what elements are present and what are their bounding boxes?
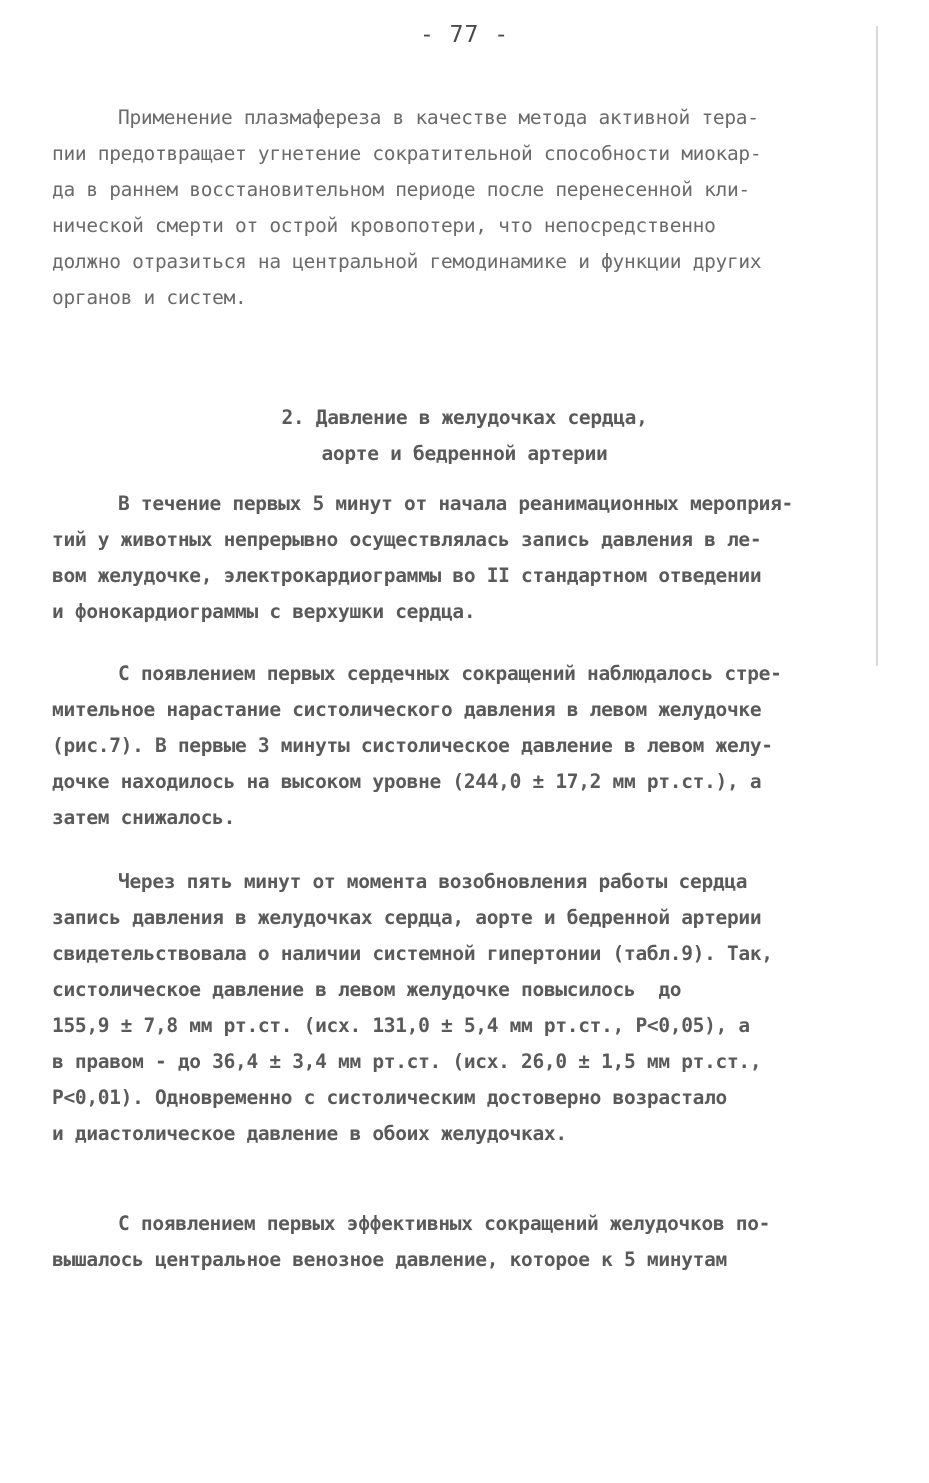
text-line: да в раннем восстановительном периоде после перенесенной кли- [52,178,750,201]
paragraph-plasmapheresis [52,100,864,316]
text-line: в правом - до 36,4 ± 3,4 мм рт.ст. (исх. 26,0 ± 1,5 мм рт.ст., [52,1050,762,1073]
text-line: затем снижалось. [52,806,236,829]
text-line: вом желудочке, электрокардиограммы во II стандартном отведении [52,564,762,587]
text-line: мительное нарастание систолического давления в левом желудочке [52,698,762,721]
paragraph-systolic-rise [52,656,864,836]
text-line: дочке находилось на высоком уровне (244,0 ± 17,2 мм рт.ст.), а [52,770,762,793]
text-line: Через пять минут от момента возобновления работы сердца [118,870,748,893]
text-line: Применение плазмафереза в качестве метода активной тера- [118,106,759,129]
page-edge-line [876,26,878,666]
text-line: вышалось центральное венозное давление, которое к 5 минутам [52,1248,727,1271]
page-number: - 77 - [419,22,510,48]
text-line: P<0,01). Одновременно с систолическим достоверно возрастало [52,1086,727,1109]
text-line: В течение первых 5 минут от начала реанимационных мероприя- [118,492,793,515]
text-line: С появлением первых сердечных сокращений наблюдалось стре- [118,662,782,685]
text-line: систолическое давление в левом желудочке повысилось до [52,978,682,1001]
heading-line: аорте и бедренной артерии [321,442,608,465]
text-line: нической смерти от острой кровопотери, что непосредственно [52,214,716,237]
text-line: С появлением первых эффективных сокращений желудочков по- [118,1212,771,1235]
text-line: запись давления в желудочках сердца, аорте и бедренной артерии [52,906,762,929]
text-line: 155,9 ± 7,8 мм рт.ст. (исх. 131,0 ± 5,4 мм рт.ст., P<0,05), а [52,1014,750,1037]
heading-line: 2. Давление в желудочках сердца, [281,406,648,429]
paragraph-venous-pressure [52,1206,864,1278]
text-line: должно отразиться на центральной гемодинамике и функции других [52,250,762,273]
text-line: и диастолическое давление в обоих желудочках. [52,1122,567,1145]
text-line: тий у животных непрерывно осуществлялась запись давления в ле- [52,528,762,551]
text-line: и фонокардиограммы с верхушки сердца. [52,600,476,623]
paragraph-hypertension [52,864,864,1152]
text-line: пии предотвращает угнетение сократительной способности миокар- [52,142,762,165]
text-line: органов и систем. [52,286,247,309]
text-line: (рис.7). В первые 3 минуты систолическое давление в левом желу- [52,734,773,757]
section-heading [0,400,929,472]
text-line: свидетельствовала о наличии системной гипертонии (табл.9). Так, [52,942,773,965]
paragraph-recording [52,486,864,630]
